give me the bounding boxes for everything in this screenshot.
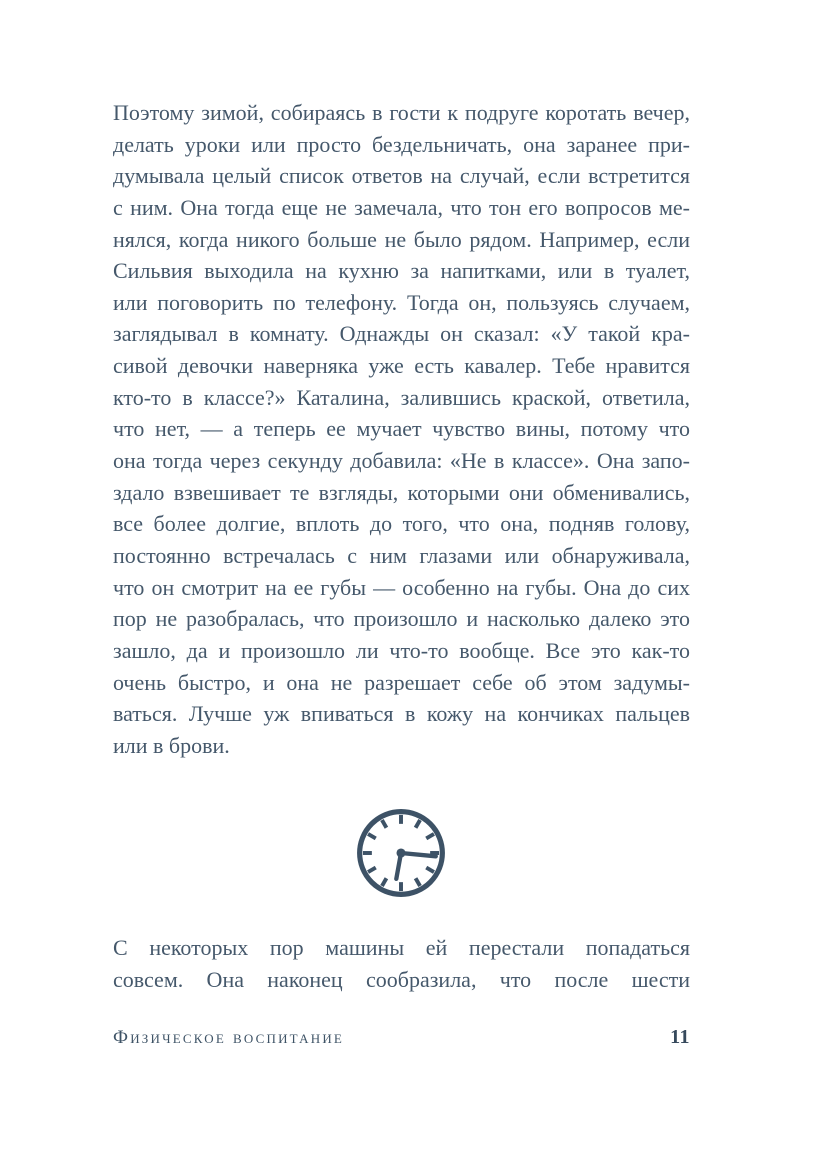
running-header: Физическое воспитание bbox=[113, 1027, 345, 1048]
text-line: что он смотрит на ее губы — особенно на губы. Она до сих bbox=[113, 574, 690, 600]
text-line: кто-то в классе?» Каталина, залившись краской, ответила, bbox=[113, 384, 690, 410]
text-line: что нет, — а теперь ее мучает чувство вины, потому что bbox=[113, 416, 690, 442]
text-line: она тогда через секунду добавила: «Не в классе». Она запо- bbox=[113, 448, 690, 474]
clock-icon-svg bbox=[354, 806, 448, 900]
paragraph-2 bbox=[113, 932, 690, 995]
paragraph-1 bbox=[113, 97, 690, 761]
text-line: постоянно встречалась с ним глазами или обнаруживала, bbox=[113, 542, 690, 568]
clock-center-dot bbox=[396, 848, 405, 857]
text-line: здало взвешивает те взгляды, которыми они обменивались, bbox=[113, 479, 690, 505]
page-number: 11 bbox=[670, 1026, 690, 1048]
text-line: думывала целый список ответов на случай, если встретится bbox=[113, 163, 690, 189]
text-line: совсем. Она наконец сообразила, что после шести bbox=[113, 966, 690, 992]
text-line: или в брови. bbox=[113, 732, 230, 758]
text-line: Поэтому зимой, собираясь в гости к подруге коротать вечер, bbox=[113, 100, 690, 125]
text-line: все более долгие, вплоть до того, что она, подняв голову, bbox=[113, 511, 690, 537]
text-line: сивой девочки наверняка уже есть кавалер. Тебе нравится bbox=[113, 353, 690, 379]
text-line: делать уроки или просто бездельничать, она заранее при- bbox=[113, 131, 690, 157]
text-line: ваться. Лучше уж впиваться в кожу на кончиках пальцев bbox=[113, 701, 690, 727]
text-line: заглядывал в комнату. Однажды он сказал: «У такой кра- bbox=[113, 321, 690, 347]
text-line: зашло, да и произошло ли что-то вообще. Все это как-то bbox=[113, 637, 690, 663]
footer bbox=[113, 1026, 690, 1049]
text-line: С некоторых пор машины ей перестали попадаться bbox=[113, 935, 690, 960]
text-line: очень быстро, и она не разрешает себе об этом задумы- bbox=[113, 669, 690, 695]
text-line: или поговорить по телефону. Тогда он, пользуясь случаем, bbox=[113, 289, 690, 315]
text-line: Сильвия выходила на кухню за напитками, или в туалет, bbox=[113, 258, 690, 284]
clock-icon bbox=[354, 806, 448, 900]
text-line: нялся, когда никого больше не было рядом. Например, если bbox=[113, 226, 690, 252]
text-line: с ним. Она тогда еще не замечала, что тон его вопросов ме- bbox=[113, 194, 690, 220]
text-line: пор не разобралась, что произошло и насколько далеко это bbox=[113, 606, 690, 632]
